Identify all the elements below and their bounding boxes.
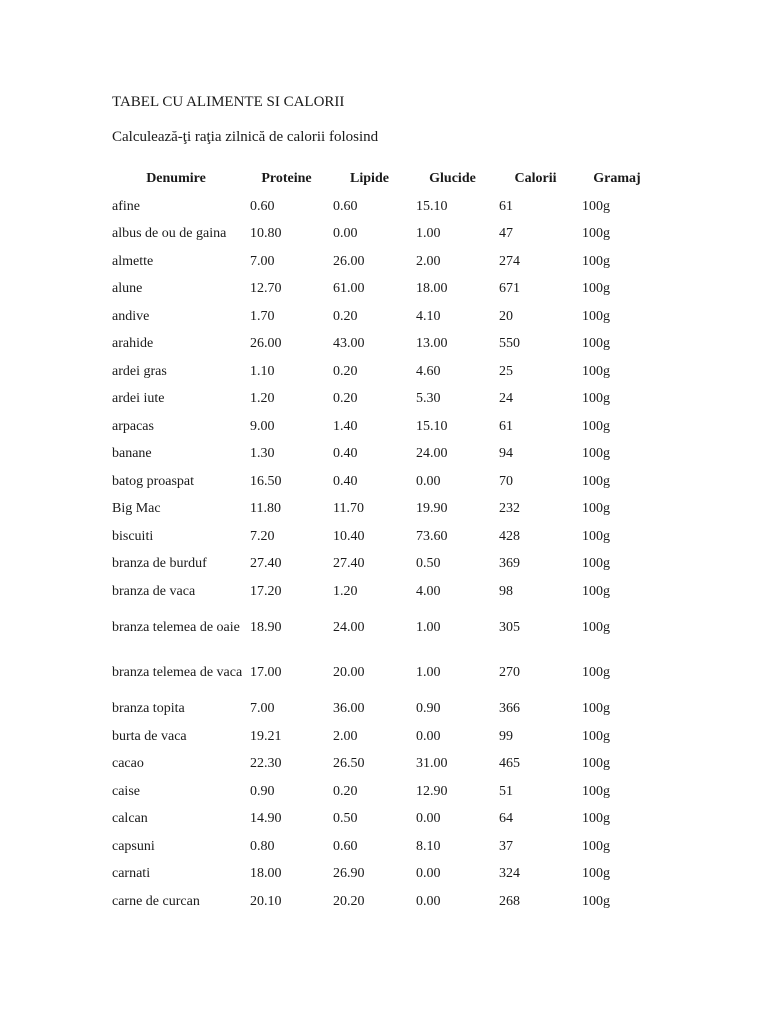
lipid-cell: 10.40	[333, 528, 365, 544]
protein-cell: 22.30	[250, 756, 282, 772]
food-name-cell: afine	[112, 198, 140, 214]
gramaj-cell: 100g	[582, 501, 610, 517]
protein-cell: 1.20	[250, 391, 275, 407]
food-name-cell: ardei gras	[112, 363, 167, 379]
food-name-cell: arahide	[112, 336, 154, 352]
glucid-cell: 8.10	[416, 838, 441, 854]
gramaj-cell: 100g	[582, 391, 610, 407]
gramaj-cell: 100g	[582, 665, 610, 680]
food-name-cell: alune	[112, 281, 143, 297]
gramaj-cell: 100g	[582, 783, 610, 799]
header-denumire: Denumire	[146, 171, 206, 186]
lipid-cell: 61.00	[333, 281, 365, 297]
table-row	[107, 723, 657, 751]
food-name-cell: arpacas	[112, 418, 154, 434]
protein-cell: 7.20	[250, 528, 275, 544]
protein-cell: 1.70	[250, 308, 275, 324]
glucid-cell: 12.90	[416, 783, 448, 799]
table-row	[107, 221, 657, 249]
glucid-cell: 1.00	[416, 665, 441, 680]
table-row	[107, 651, 657, 696]
lipid-cell: 0.50	[333, 811, 358, 827]
protein-cell: 17.20	[250, 583, 282, 599]
calorie-cell: 369	[499, 556, 520, 572]
glucid-cell: 4.00	[416, 583, 441, 599]
lipid-cell: 2.00	[333, 728, 358, 744]
table-row	[107, 806, 657, 834]
calorie-cell: 98	[499, 583, 513, 599]
glucid-cell: 0.00	[416, 811, 441, 827]
lipid-cell: 0.20	[333, 308, 358, 324]
food-name-cell: almette	[112, 253, 154, 269]
protein-cell: 26.00	[250, 336, 282, 352]
table-row	[107, 751, 657, 779]
protein-cell: 27.40	[250, 556, 282, 572]
calorie-cell: 94	[499, 446, 513, 462]
table-row	[107, 193, 657, 221]
protein-cell: 0.80	[250, 838, 275, 854]
food-name-cell: burta de vaca	[112, 728, 187, 744]
food-name-cell: capsuni	[112, 838, 155, 854]
calorie-cell: 64	[499, 811, 513, 827]
gramaj-cell: 100g	[582, 281, 610, 297]
food-name-cell: branza de burduf	[112, 556, 207, 572]
gramaj-cell: 100g	[582, 473, 610, 489]
table-row	[107, 386, 657, 414]
protein-cell: 18.90	[250, 620, 282, 635]
protein-cell: 11.80	[250, 501, 281, 517]
lipid-cell: 36.00	[333, 701, 365, 717]
gramaj-cell: 100g	[582, 556, 610, 572]
glucid-cell: 0.00	[416, 866, 441, 882]
protein-cell: 0.90	[250, 783, 275, 799]
glucid-cell: 18.00	[416, 281, 448, 297]
glucid-cell: 4.10	[416, 308, 441, 324]
document-title: TABEL CU ALIMENTE SI CALORII	[112, 94, 345, 110]
glucid-cell: 1.00	[416, 226, 441, 242]
gramaj-cell: 100g	[582, 811, 610, 827]
calorie-cell: 25	[499, 363, 513, 379]
protein-cell: 12.70	[250, 281, 282, 297]
food-name-cell: caise	[112, 783, 140, 799]
table-body	[107, 193, 657, 916]
food-name-cell: Big Mac	[112, 501, 161, 517]
food-name-cell: batog proaspat	[112, 473, 195, 489]
glucid-cell: 0.00	[416, 893, 441, 909]
lipid-cell: 20.20	[333, 893, 365, 909]
lipid-cell: 1.40	[333, 418, 358, 434]
food-name-cell: andive	[112, 308, 150, 324]
glucid-cell: 15.10	[416, 418, 448, 434]
glucid-cell: 0.00	[416, 728, 441, 744]
table-row	[107, 468, 657, 496]
table-row	[107, 696, 657, 724]
table-row	[107, 833, 657, 861]
calorie-cell: 61	[499, 198, 513, 214]
calorie-cell: 37	[499, 838, 513, 854]
gramaj-cell: 100g	[582, 620, 610, 635]
header-glucide: Glucide	[429, 171, 476, 186]
gramaj-cell: 100g	[582, 253, 610, 269]
food-calorie-table	[107, 165, 657, 916]
gramaj-cell: 100g	[582, 446, 610, 462]
calorie-cell: 274	[499, 253, 520, 269]
calorie-cell: 366	[499, 701, 520, 717]
glucid-cell: 13.00	[416, 336, 448, 352]
gramaj-cell: 100g	[582, 701, 610, 717]
gramaj-cell: 100g	[582, 198, 610, 214]
glucid-cell: 19.90	[416, 501, 448, 517]
calorie-cell: 671	[499, 281, 520, 297]
gramaj-cell: 100g	[582, 418, 610, 434]
header-proteine: Proteine	[261, 171, 312, 186]
protein-cell: 1.10	[250, 363, 275, 379]
calorie-cell: 270	[499, 665, 520, 680]
calorie-cell: 51	[499, 783, 513, 799]
table-row	[107, 778, 657, 806]
food-name-cell: carne de curcan	[112, 893, 200, 909]
protein-cell: 7.00	[250, 701, 275, 717]
table-row	[107, 551, 657, 579]
table-row	[107, 331, 657, 359]
lipid-cell: 27.40	[333, 556, 365, 572]
lipid-cell: 0.00	[333, 226, 358, 242]
lipid-cell: 0.60	[333, 838, 358, 854]
calorie-cell: 465	[499, 756, 520, 772]
glucid-cell: 1.00	[416, 620, 441, 635]
glucid-cell: 0.50	[416, 556, 441, 572]
table-row	[107, 358, 657, 386]
table-row	[107, 861, 657, 889]
gramaj-cell: 100g	[582, 838, 610, 854]
glucid-cell: 24.00	[416, 446, 448, 462]
table-header-row	[107, 165, 657, 193]
glucid-cell: 15.10	[416, 198, 448, 214]
protein-cell: 9.00	[250, 418, 275, 434]
calorie-cell: 99	[499, 728, 513, 744]
lipid-cell: 1.20	[333, 583, 358, 599]
glucid-cell: 5.30	[416, 391, 441, 407]
lipid-cell: 0.40	[333, 446, 358, 462]
food-name-cell: calcan	[112, 811, 148, 827]
protein-cell: 17.00	[250, 665, 282, 680]
food-name-cell: ardei iute	[112, 391, 165, 407]
lipid-cell: 0.20	[333, 363, 358, 379]
gramaj-cell: 100g	[582, 226, 610, 242]
gramaj-cell: 100g	[582, 583, 610, 599]
lipid-cell: 0.40	[333, 473, 358, 489]
calorie-cell: 47	[499, 226, 513, 242]
calorie-cell: 20	[499, 308, 513, 324]
lipid-cell: 20.00	[333, 665, 365, 680]
food-name-cell: branza telemea de vaca	[112, 665, 243, 680]
table-row	[107, 413, 657, 441]
calorie-cell: 305	[499, 620, 520, 635]
glucid-cell: 4.60	[416, 363, 441, 379]
table-row	[107, 888, 657, 916]
gramaj-cell: 100g	[582, 756, 610, 772]
food-name-cell: branza de vaca	[112, 583, 196, 599]
gramaj-cell: 100g	[582, 893, 610, 909]
protein-cell: 14.90	[250, 811, 282, 827]
gramaj-cell: 100g	[582, 336, 610, 352]
header-gramaj: Gramaj	[593, 171, 641, 186]
glucid-cell: 0.90	[416, 701, 441, 717]
calorie-cell: 268	[499, 893, 520, 909]
lipid-cell: 0.20	[333, 391, 358, 407]
food-name-cell: branza topita	[112, 701, 185, 717]
lipid-cell: 11.70	[333, 501, 364, 517]
header-lipide: Lipide	[350, 171, 389, 186]
gramaj-cell: 100g	[582, 363, 610, 379]
calorie-cell: 61	[499, 418, 513, 434]
food-name-cell: albus de ou de gaina	[112, 226, 227, 242]
lipid-cell: 26.00	[333, 253, 365, 269]
food-name-cell: carnati	[112, 866, 151, 882]
protein-cell: 0.60	[250, 198, 275, 214]
calorie-cell: 232	[499, 501, 520, 517]
protein-cell: 19.21	[250, 728, 282, 744]
table-row	[107, 248, 657, 276]
table-row	[107, 276, 657, 304]
food-name-cell: banane	[112, 446, 152, 462]
protein-cell: 16.50	[250, 473, 282, 489]
gramaj-cell: 100g	[582, 866, 610, 882]
document-subtitle: Calculează-ţi raţia zilnică de calorii folosind	[112, 129, 379, 145]
calorie-cell: 24	[499, 391, 513, 407]
calorie-cell: 324	[499, 866, 520, 882]
table-row	[107, 496, 657, 524]
lipid-cell: 26.50	[333, 756, 365, 772]
protein-cell: 7.00	[250, 253, 275, 269]
calorie-cell: 428	[499, 528, 520, 544]
table-row	[107, 578, 657, 606]
food-name-cell: biscuiti	[112, 528, 154, 544]
protein-cell: 18.00	[250, 866, 282, 882]
table-row	[107, 441, 657, 469]
protein-cell: 1.30	[250, 446, 275, 462]
table-row	[107, 606, 657, 651]
calorie-cell: 550	[499, 336, 520, 352]
calorie-cell: 70	[499, 473, 513, 489]
lipid-cell: 43.00	[333, 336, 365, 352]
lipid-cell: 0.20	[333, 783, 358, 799]
header-calorii: Calorii	[514, 171, 557, 186]
table-row	[107, 523, 657, 551]
glucid-cell: 73.60	[416, 528, 448, 544]
gramaj-cell: 100g	[582, 528, 610, 544]
protein-cell: 10.80	[250, 226, 282, 242]
glucid-cell: 31.00	[416, 756, 448, 772]
lipid-cell: 0.60	[333, 198, 358, 214]
glucid-cell: 0.00	[416, 473, 441, 489]
food-name-cell: branza telemea de oaie	[112, 620, 240, 635]
gramaj-cell: 100g	[582, 308, 610, 324]
lipid-cell: 24.00	[333, 620, 365, 635]
protein-cell: 20.10	[250, 893, 282, 909]
gramaj-cell: 100g	[582, 728, 610, 744]
food-name-cell: cacao	[112, 756, 144, 772]
table-row	[107, 303, 657, 331]
glucid-cell: 2.00	[416, 253, 441, 269]
lipid-cell: 26.90	[333, 866, 365, 882]
